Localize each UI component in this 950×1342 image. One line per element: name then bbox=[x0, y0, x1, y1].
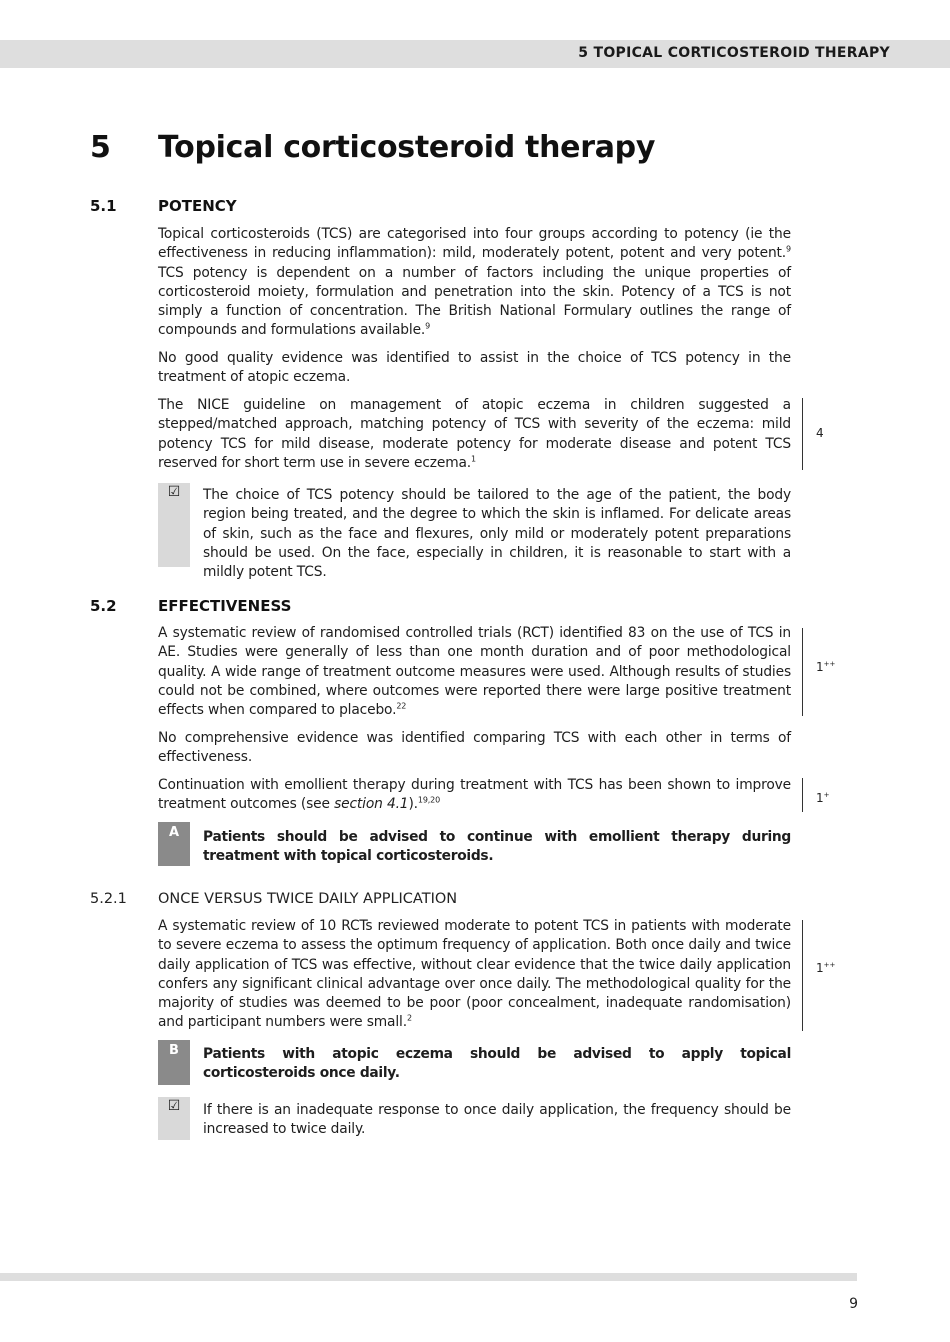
good-practice-point-box bbox=[158, 1097, 190, 1140]
effectiveness-paragraph-1: A systematic review of randomised controlled trials (RCT) identified 83 on the use of TCS in AE. Studies were generally of less than one month duration and of poor methodological quality. A wide range of treatment outcome measures were used. Although results of studies could not be combined, where outcomes were reported there were large positive treatment effects when compared to placebo.$^{22}$ bbox=[158, 625, 791, 719]
evidence-level: 4 bbox=[816, 426, 824, 440]
evidence-bar bbox=[802, 920, 803, 1031]
good-practice-point-text: If there is an inadequate response to once daily application, the frequency should be increased to twice daily. bbox=[203, 1102, 791, 1138]
section-number-potency: 5.1 bbox=[90, 197, 117, 215]
good-practice-point-text: The choice of TCS potency should be tailored to the age of the patient, the body region being treated, and the degree to which the skin is inflamed. For delicate areas of skin, such as the face and flexures, only mild or moderately potent preparations should be used. On the face, especially in children, it is reasonable to start with a mildly potent TCS. bbox=[203, 487, 791, 581]
recommendation-text: Patients with atopic eczema should be advised to apply topical corticosteroids once daily. bbox=[203, 1046, 791, 1082]
chapter-title: Topical corticosteroid therapy bbox=[158, 130, 656, 165]
good-practice-point-box bbox=[158, 483, 190, 567]
footer-bar bbox=[0, 1273, 857, 1281]
potency-paragraph-2: No good quality evidence was identified to assist in the choice of TCS potency in the treatment of atopic eczema. bbox=[158, 350, 791, 386]
subsection-number-application: 5.2.1 bbox=[90, 891, 127, 907]
checkbox-tick-icon: ☑ bbox=[167, 484, 181, 500]
evidence-bar bbox=[802, 398, 803, 470]
chapter-number: 5 bbox=[90, 130, 111, 165]
evidence-bar bbox=[802, 778, 803, 812]
evidence-level: 1++ bbox=[816, 961, 836, 975]
recommendation-grade-box bbox=[158, 822, 190, 866]
evidence-level: 1+ bbox=[816, 791, 830, 805]
recommendation-grade-box bbox=[158, 1040, 190, 1085]
subsection-title-application: ONCE VERSUS TWICE DAILY APPLICATION bbox=[158, 891, 458, 907]
application-paragraph-1: A systematic review of 10 RCTs reviewed moderate to potent TCS in patients with moderate to severe eczema to assess the optimum frequency of application. Both once daily and twice daily application of TCS was effective, without clear evidence that the twice daily application confers any significant clinical advantage over once daily. The methodological quality for the majority of studies was deemed to be poor (poor concealment, inadequate randomisation) and participant numbers were small.$^2$ bbox=[158, 918, 791, 1031]
grade-label: A bbox=[168, 825, 180, 840]
section-title-effectiveness: EFFECTIVENESS bbox=[158, 597, 292, 615]
effectiveness-paragraph-3: Continuation with emollient therapy during treatment with TCS has been shown to improve treatment outcomes (see section 4.1).$^{19,20}$ bbox=[158, 777, 791, 813]
running-header bbox=[0, 40, 950, 68]
potency-paragraph-3: The NICE guideline on management of atopic eczema in children suggested a stepped/matched approach, matching potency of TCS with severity of the eczema: mild potency TCS for mild disease, moderate potency for moderate disease and potent TCS reserved for short term use in severe eczema.$^1$ bbox=[158, 397, 791, 471]
section-number-effectiveness: 5.2 bbox=[90, 597, 117, 615]
running-title: 5 TOPICAL CORTICOSTEROID THERAPY bbox=[578, 45, 890, 61]
grade-label: B bbox=[169, 1043, 179, 1058]
evidence-bar bbox=[802, 628, 803, 716]
page-number: 9 bbox=[849, 1296, 858, 1312]
potency-paragraph-1: Topical corticosteroids (TCS) are categorised into four groups according to potency (ie the effectiveness in reducing inflammation): mild, moderately potent, potent and very potent.$^9$ TCS potency is dependent on a number of factors including the unique properties of corticosteroid moiety, formulation and penetration into the skin. Potency of a TCS is not simply a function of concentration. The British National Formulary outlines the range of compounds and formulations available.$^9$ bbox=[158, 226, 791, 339]
checkbox-tick-icon: ☑ bbox=[167, 1098, 181, 1114]
evidence-level: 1++ bbox=[816, 660, 836, 674]
recommendation-text: Patients should be advised to continue with emollient therapy during treatment with topical corticosteroids. bbox=[203, 829, 791, 865]
section-title-potency: POTENCY bbox=[158, 197, 237, 215]
effectiveness-paragraph-2: No comprehensive evidence was identified comparing TCS with each other in terms of effectiveness. bbox=[158, 730, 791, 766]
